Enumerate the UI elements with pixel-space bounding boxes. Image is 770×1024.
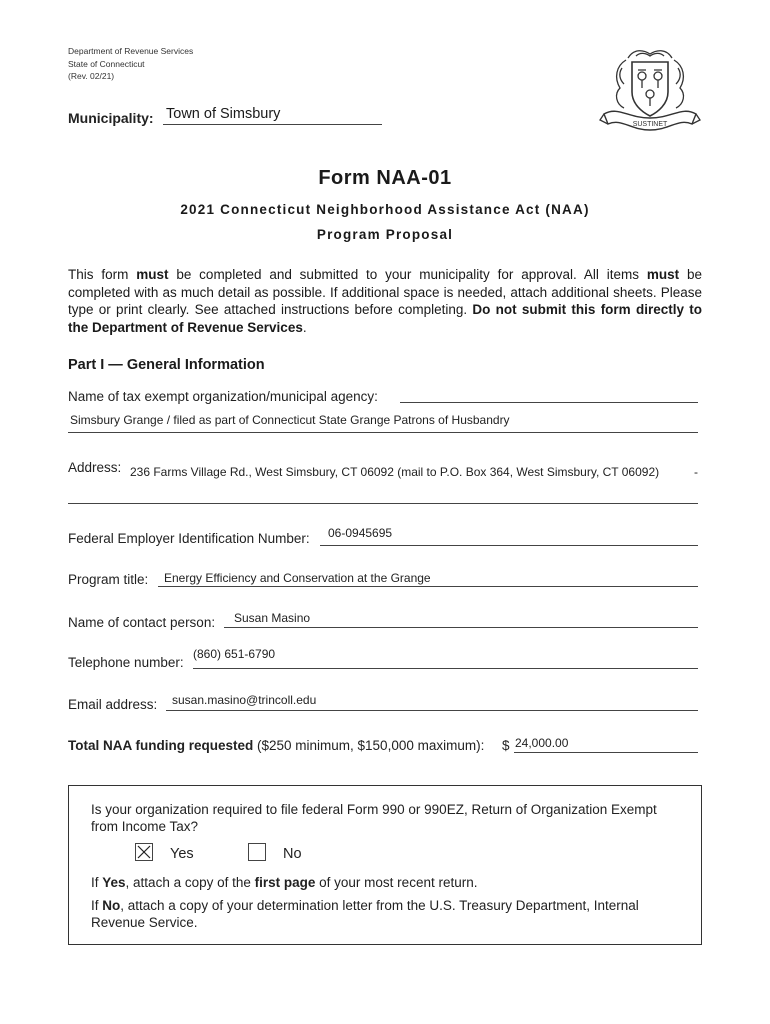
org-name-field[interactable]: Simsbury Grange / filed as part of Connecticut State Grange Patrons of Husbandry [70,413,510,427]
state-seal-icon [598,44,702,136]
funding-field[interactable]: 24,000.00 [515,736,569,750]
funding-label: Total NAA funding requested ($250 minimum, $150,000 maximum): [68,738,485,753]
if-no-instruction: If No, attach a copy of your determination letter from the U.S. Treasury Department, Internal Revenue Service. [91,898,639,930]
no-checkbox[interactable] [248,843,266,861]
funding-currency: $ [502,738,510,753]
header-state: State of Connecticut [68,58,145,69]
fein-line [320,545,698,546]
address-line-2 [68,503,698,504]
seal-banner-text: SUSTINET [632,121,668,128]
org-name-line-2 [68,432,698,433]
email-field[interactable]: susan.masino@trincoll.edu [172,693,317,707]
if-yes-instruction: If Yes, attach a copy of the first page of your most recent return. [91,875,478,890]
part1-heading: Part I — General Information [68,357,265,373]
email-line [166,710,698,711]
email-label: Email address: [68,697,158,712]
org-name-line-1 [400,402,698,403]
program-title-label: Program title: [68,572,149,587]
yes-label: Yes [170,846,194,862]
form-990-question: Is your organization required to file federal Form 990 or 990EZ, Return of Organization Exempt from Income Tax? [91,802,657,834]
contact-label: Name of contact person: [68,615,216,630]
org-name-label: Name of tax exempt organization/municipal agency: [68,389,378,404]
municipality-label: Municipality: [68,110,154,126]
phone-field[interactable]: (860) 651-6790 [193,647,276,661]
contact-line [224,627,698,628]
no-label: No [283,846,302,862]
program-title-field[interactable]: Energy Efficiency and Conservation at the Grange [164,571,431,585]
fein-label: Federal Employer Identification Number: [68,531,310,546]
municipality-field[interactable]: Town of Simsbury [166,106,281,122]
form-subtitle: 2021 Connecticut Neighborhood Assistance Act (NAA) [180,202,590,217]
header-department: Department of Revenue Services [68,46,194,56]
funding-line [514,752,698,753]
fein-field[interactable]: 06-0945695 [328,526,393,540]
form-subtitle-2: Program Proposal [316,227,454,242]
municipality-line [163,124,382,125]
address-dash: - [694,465,698,479]
phone-line [193,668,698,669]
header-revision: (Rev. 02/21) [68,71,115,81]
address-label: Address: [68,460,122,475]
check-x-icon [136,844,152,860]
contact-field[interactable]: Susan Masino [234,611,311,625]
form-title: Form NAA-01 [318,167,452,189]
intro-paragraph: This form must be completed and submitted to your municipality for approval. All items must be completed with as much detail as possible. If additional space is needed, attach additional sheets. Please type or print clearly. See attached instructions before completing. Do not submit this form directly to the Department of Revenue Services. [68,267,702,335]
address-field[interactable]: 236 Farms Village Rd., West Simsbury, CT 06092 (mail to P.O. Box 364, West Simsbury, CT 06092) [130,465,660,479]
yes-checkbox[interactable] [135,843,153,861]
program-title-line [158,586,698,587]
phone-label: Telephone number: [68,655,184,670]
